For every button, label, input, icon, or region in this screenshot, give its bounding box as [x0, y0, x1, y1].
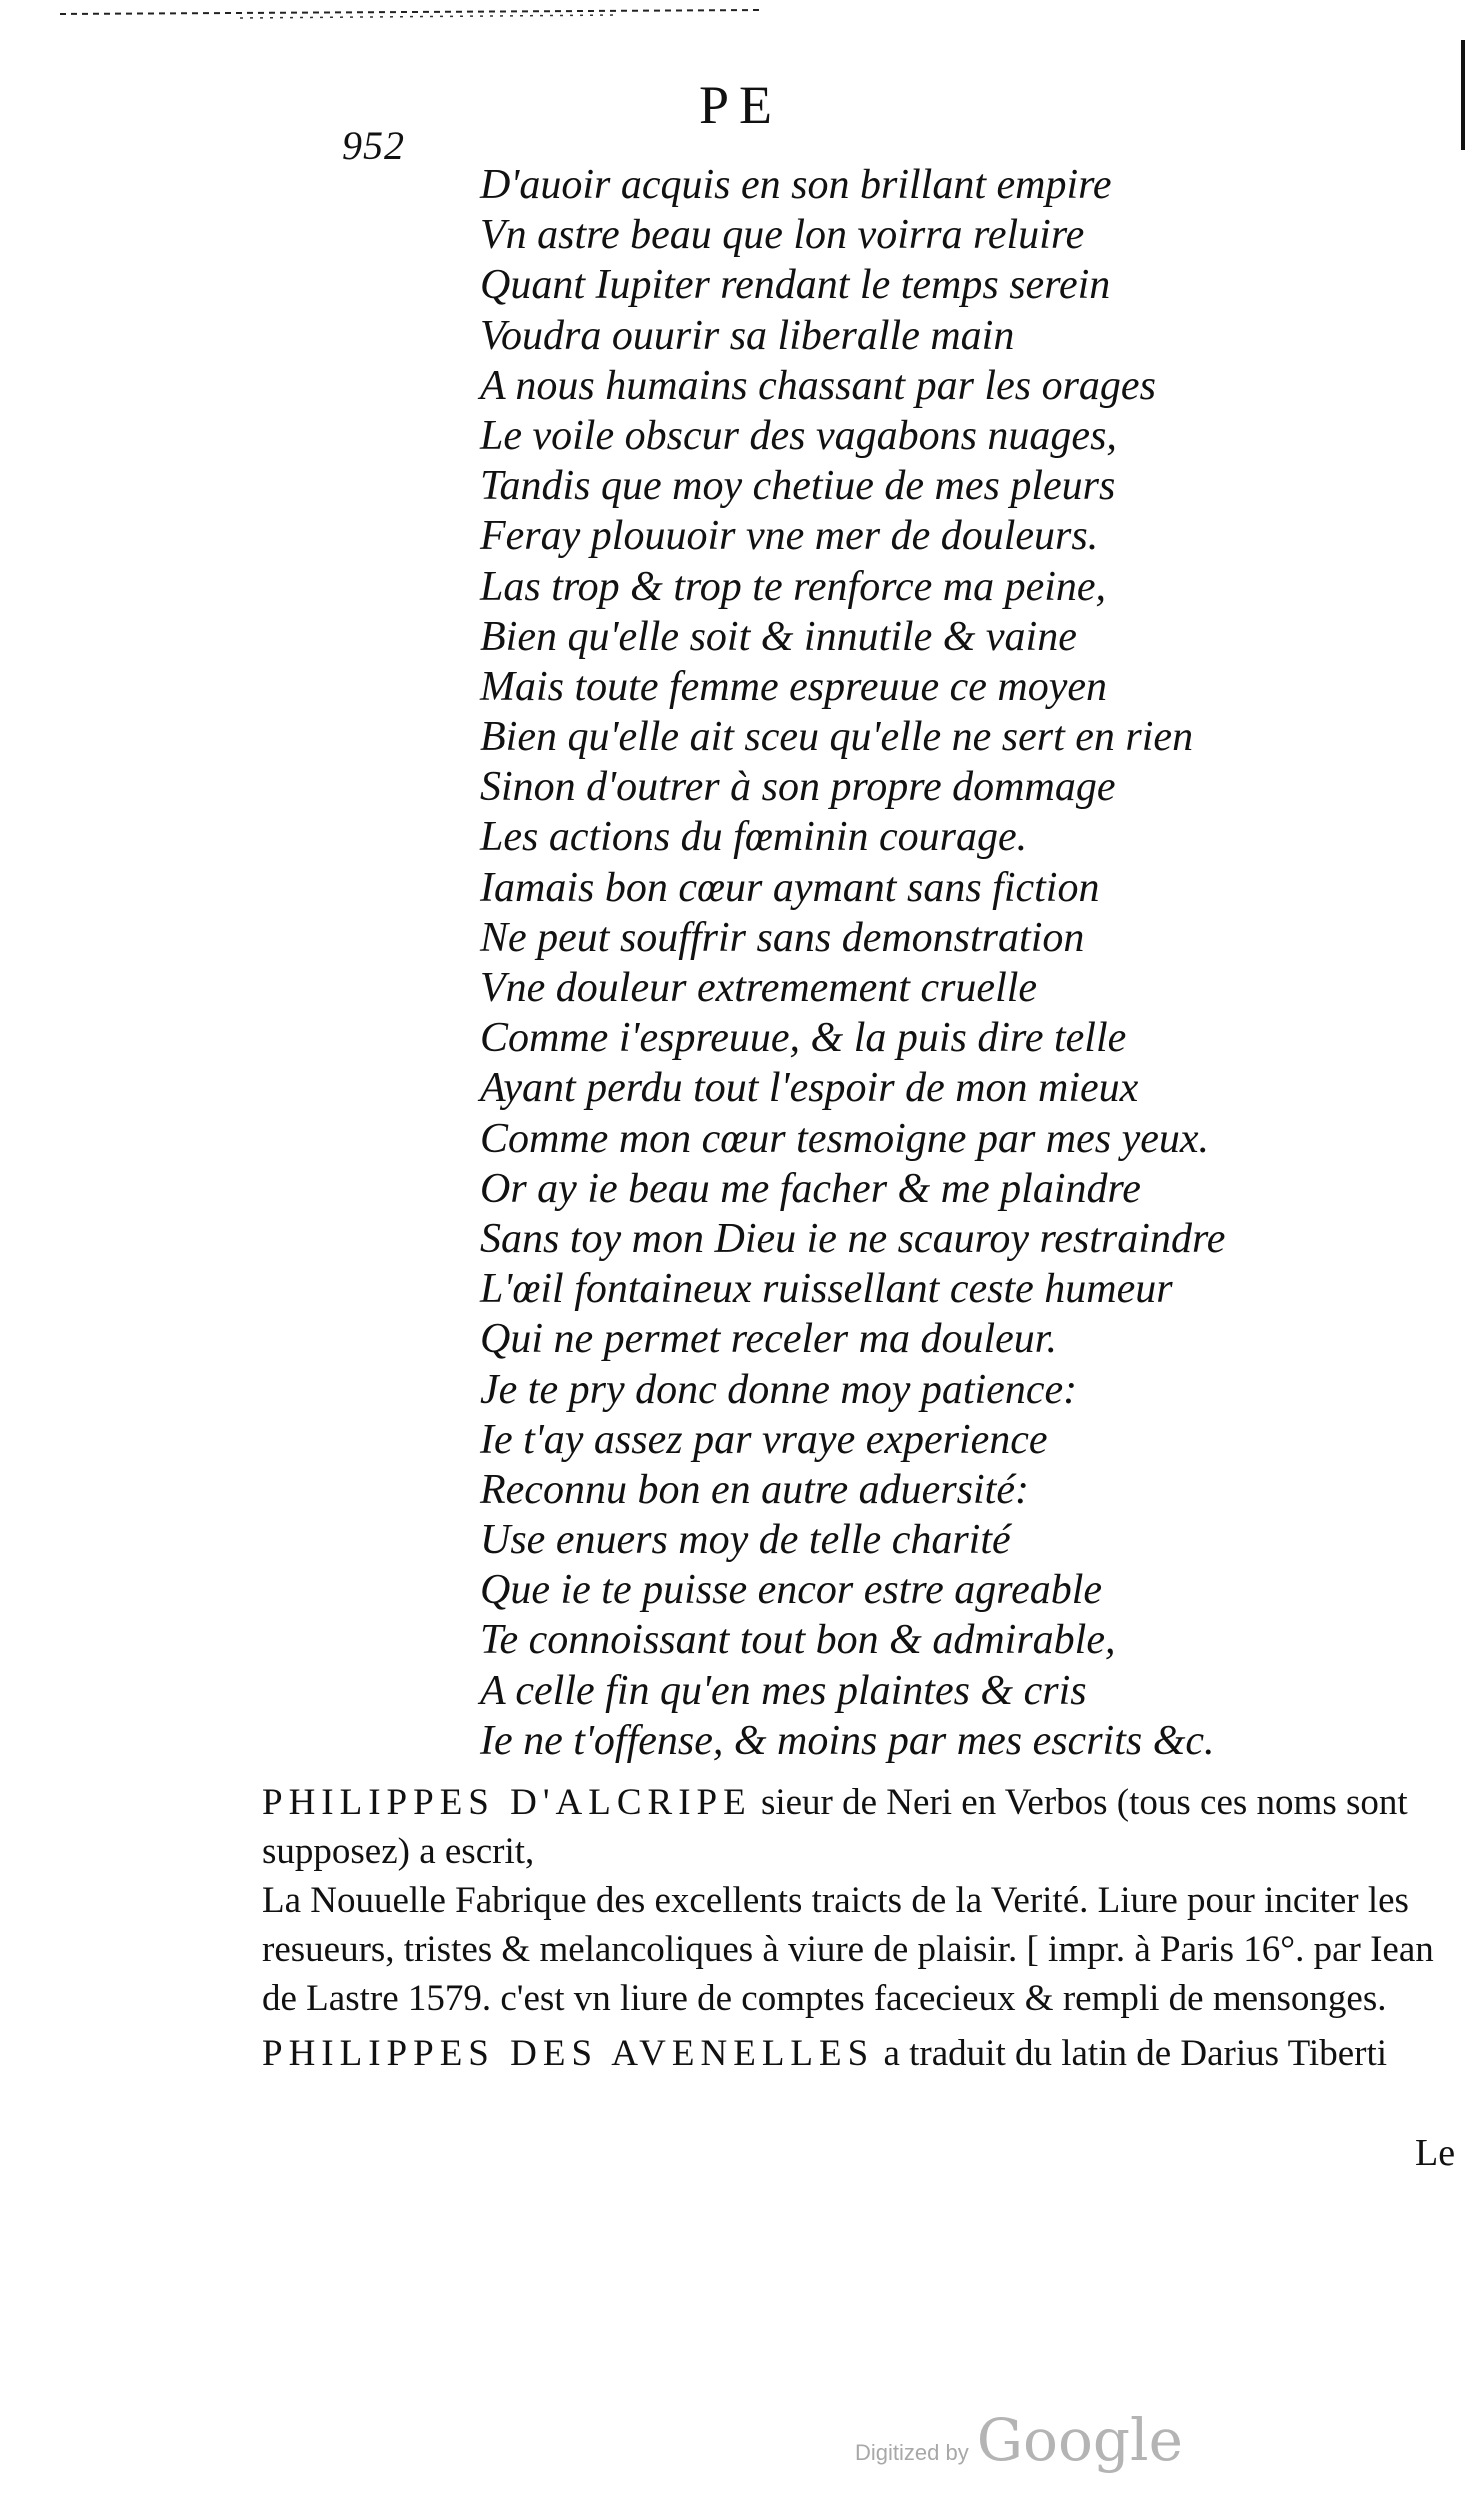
poem-line: Ie ne t'offense, & moins par mes escrits &c.: [480, 1717, 1215, 1764]
poem-line: Ayant perdu tout l'espoir de mon mieux: [480, 1065, 1139, 1112]
poem-line: Mais toute femme espreuue ce moyen: [480, 663, 1108, 710]
poem-line: Vne douleur extremement cruelle: [480, 965, 1038, 1011]
catchword: Le: [1415, 2132, 1456, 2174]
entry-work-text: La Nouuelle Fabrique des excellents traicts de la Verité. Liure pour inciter les resueurs, tristes & melancoliques à viure de plaisir. [ impr. à Paris 16°. par Iean de Lastre 1579. c'est vn liure de comptes facecieux & rempli de mensonges.: [262, 1880, 1434, 2019]
poem-line: Comme mon cœur tesmoigne par mes yeux.: [480, 1115, 1210, 1162]
poem-line: Sans toy mon Dieu ie ne scauroy restraindre: [480, 1215, 1226, 1262]
poem-line: Feray plouuoir vne mer de douleurs.: [480, 513, 1099, 560]
poem-line: Ne peut souffrir sans demonstration: [480, 914, 1085, 961]
poem-line: D'auoir acquis en son brillant empire: [480, 162, 1112, 208]
poem-line: Or ay ie beau me facher & me plaindre: [480, 1165, 1141, 1212]
poem-line: Use enuers moy de telle charité: [480, 1517, 1011, 1564]
poem-line: Je te pry donc donne moy patience:: [480, 1366, 1078, 1413]
bibliography-entries: [262, 1778, 1442, 2078]
entry-author-name: PHILIPPES DES AVENELLES: [262, 2033, 875, 2074]
poem-line: Les actions du fœminin courage.: [480, 814, 1028, 861]
poem-line: Tandis que moy chetiue de mes pleurs: [480, 463, 1116, 510]
entry-description: sieur de Neri en Verbos (tous ces noms sont supposez) a escrit,: [262, 1782, 1408, 1872]
poem-line: L'œil fontaineux ruissellant ceste humeur: [480, 1266, 1173, 1313]
entry-avenelles: [262, 2029, 1442, 2078]
entry-alcripe: [262, 1778, 1442, 1876]
poem-line: Iamais bon cœur aymant sans fiction: [480, 864, 1100, 911]
poem-line: Reconnu bon en autre aduersité:: [480, 1466, 1029, 1513]
google-logo: Google: [976, 2406, 1183, 2474]
poem-line: Bien qu'elle soit & innutile & vaine: [480, 613, 1077, 660]
entry-description: a traduit du latin de Darius Tiberti: [874, 2033, 1388, 2074]
poem-line: A celle fin qu'en mes plaintes & cris: [480, 1667, 1087, 1714]
top-margin-rule: [0, 0, 1481, 40]
digitized-watermark: [855, 2406, 1183, 2474]
poem-line: Sinon d'outrer à son propre dommage: [480, 764, 1116, 811]
running-head: PE: [698, 75, 783, 135]
poem-line: Voudra ouurir sa liberalle main: [480, 312, 1015, 359]
watermark-prefix: Digitized by: [855, 2440, 969, 2465]
poem-line: Comme i'espreuue, & la puis dire telle: [480, 1015, 1127, 1062]
poem-line: Vn astre beau que lon voirra reluire: [480, 212, 1085, 259]
page-number: 952: [342, 123, 405, 168]
poem-line: Ie t'ay assez par vraye experience: [480, 1416, 1048, 1463]
entry-work: [262, 1876, 1442, 2023]
poem-line: Quant Iupiter rendant le temps serein: [480, 262, 1111, 309]
poem-line: Que ie te puisse encor estre agreable: [480, 1567, 1103, 1614]
poem: [480, 160, 1380, 1766]
poem-line: A nous humains chassant par les orages: [480, 362, 1156, 409]
entry-author-name: PHILIPPES D'ALCRIPE: [262, 1782, 752, 1823]
poem-line: Qui ne permet receler ma douleur.: [480, 1316, 1057, 1363]
poem-line: Bien qu'elle ait sceu qu'elle ne sert en rien: [480, 714, 1194, 761]
poem-line: Le voile obscur des vagabons nuages,: [480, 412, 1117, 459]
poem-line: Te connoissant tout bon & admirable,: [480, 1617, 1116, 1664]
poem-line: Las trop & trop te renforce ma peine,: [480, 563, 1107, 610]
